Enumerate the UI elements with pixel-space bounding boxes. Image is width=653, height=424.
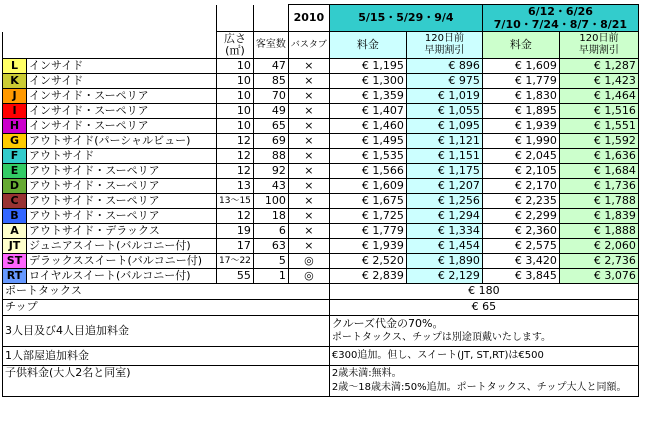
price-a: € 1,359 — [329, 88, 406, 103]
cabin-bathtub: × — [288, 163, 329, 178]
cabin-name: アウトサイド・スーペリア — [27, 193, 217, 208]
period-a-header: 5/15・5/29・9/4 — [329, 5, 482, 32]
cabin-name: インサイド・スーペリア — [27, 103, 217, 118]
cabin-bathtub: × — [288, 118, 329, 133]
cabin-bathtub: × — [288, 88, 329, 103]
price-a: € 1,495 — [329, 133, 406, 148]
fare-row — [3, 73, 639, 88]
early-b-header: 120日前 早期割引 — [559, 32, 638, 59]
cabin-bathtub: × — [288, 148, 329, 163]
price-b: € 2,575 — [482, 238, 559, 253]
third-fourth-value: クルーズ代金の70%。 ポートタックス、チップは別途頂戴いたします。 — [329, 315, 638, 346]
cabin-area: 12 — [217, 148, 254, 163]
price-b: € 1,830 — [482, 88, 559, 103]
cabin-code: A — [3, 223, 27, 238]
price-b: € 1,990 — [482, 133, 559, 148]
cabin-area: 17～22 — [217, 253, 254, 268]
child-label: 子供料金(大人2名と同室) — [3, 365, 330, 396]
early-price-b: € 1,888 — [559, 223, 638, 238]
price-b: € 3,845 — [482, 268, 559, 283]
cabin-rooms: 47 — [253, 58, 288, 73]
price-b: € 2,105 — [482, 163, 559, 178]
fare-row — [3, 178, 639, 193]
cabin-bathtub: × — [288, 178, 329, 193]
early-price-b: € 1,592 — [559, 133, 638, 148]
tip-row — [3, 299, 639, 315]
port-tax-label: ポートタックス — [3, 283, 330, 299]
cabin-code: L — [3, 58, 27, 73]
cabin-area: 12 — [217, 133, 254, 148]
cabin-area: 10 — [217, 58, 254, 73]
price-b: € 2,170 — [482, 178, 559, 193]
cabin-rooms: 18 — [253, 208, 288, 223]
cabin-bathtub: × — [288, 133, 329, 148]
cabin-bathtub: × — [288, 73, 329, 88]
third-fourth-row — [3, 315, 639, 346]
price-a: € 1,566 — [329, 163, 406, 178]
cabin-name: アウトサイド(パーシャルビュー) — [27, 133, 217, 148]
early-price-a: € 1,175 — [406, 163, 482, 178]
tip-label: チップ — [3, 299, 330, 315]
cabin-bathtub: × — [288, 193, 329, 208]
cabin-bathtub: ◎ — [288, 268, 329, 283]
early-price-b: € 1,736 — [559, 178, 638, 193]
port-tax-row — [3, 283, 639, 299]
cabin-code: F — [3, 148, 27, 163]
fare-row — [3, 148, 639, 163]
price-a: € 1,535 — [329, 148, 406, 163]
early-price-a: € 1,121 — [406, 133, 482, 148]
fare-row — [3, 163, 639, 178]
price-b: € 1,609 — [482, 58, 559, 73]
early-price-a: € 1,294 — [406, 208, 482, 223]
early-price-a: € 1,334 — [406, 223, 482, 238]
cabin-area: 10 — [217, 103, 254, 118]
price-a: € 1,725 — [329, 208, 406, 223]
cabin-rooms: 6 — [253, 223, 288, 238]
cabin-area: 55 — [217, 268, 254, 283]
cabin-bathtub: × — [288, 223, 329, 238]
single-label: 1人部屋追加料金 — [3, 346, 330, 365]
early-price-a: € 2,129 — [406, 268, 482, 283]
fare-row — [3, 58, 639, 73]
early-price-a: € 1,890 — [406, 253, 482, 268]
fare-row — [3, 103, 639, 118]
price-a-header: 料金 — [329, 32, 406, 59]
child-row — [3, 365, 639, 396]
port-tax-value: € 180 — [329, 283, 638, 299]
tip-value: € 65 — [329, 299, 638, 315]
fare-row — [3, 223, 639, 238]
cabin-name: アウトサイド — [27, 148, 217, 163]
period-b-header — [482, 5, 638, 32]
early-price-a: € 1,019 — [406, 88, 482, 103]
early-price-b: € 1,636 — [559, 148, 638, 163]
early-price-b: € 1,839 — [559, 208, 638, 223]
cabin-name: インサイド — [27, 58, 217, 73]
fare-row — [3, 133, 639, 148]
cabin-name: アウトサイド・スーペリア — [27, 208, 217, 223]
price-a: € 1,675 — [329, 193, 406, 208]
cabin-code: J — [3, 88, 27, 103]
fare-row — [3, 88, 639, 103]
cabin-rooms: 88 — [253, 148, 288, 163]
early-price-a: € 896 — [406, 58, 482, 73]
price-a: € 1,195 — [329, 58, 406, 73]
cabin-rooms: 65 — [253, 118, 288, 133]
early-price-a: € 1,095 — [406, 118, 482, 133]
fare-row — [3, 208, 639, 223]
cabin-area: 10 — [217, 88, 254, 103]
price-b: € 1,895 — [482, 103, 559, 118]
cabin-rooms: 100 — [253, 193, 288, 208]
cabin-rooms: 85 — [253, 73, 288, 88]
early-price-a: € 1,454 — [406, 238, 482, 253]
price-a: € 2,839 — [329, 268, 406, 283]
cabin-area: 19 — [217, 223, 254, 238]
price-b: € 2,360 — [482, 223, 559, 238]
cabin-bathtub: ◎ — [288, 253, 329, 268]
cabin-code: B — [3, 208, 27, 223]
early-price-a: € 1,256 — [406, 193, 482, 208]
price-a: € 1,407 — [329, 103, 406, 118]
fare-row — [3, 118, 639, 133]
cabin-code: ST — [3, 253, 27, 268]
fare-table — [2, 4, 639, 397]
price-b: € 1,779 — [482, 73, 559, 88]
cabin-name: ジュニアスイート(バルコニー付) — [27, 238, 217, 253]
fare-rows — [3, 58, 639, 283]
cabin-rooms: 1 — [253, 268, 288, 283]
cabin-name: アウトサイド・スーペリア — [27, 178, 217, 193]
period-b-line1: 6/12・6/26 — [527, 5, 593, 18]
cabin-code: RT — [3, 268, 27, 283]
cabin-name: インサイド・スーペリア — [27, 88, 217, 103]
price-a: € 1,300 — [329, 73, 406, 88]
cabin-code: H — [3, 118, 27, 133]
fare-row — [3, 268, 639, 283]
header-row-2 — [3, 32, 639, 59]
price-a: € 1,779 — [329, 223, 406, 238]
single-value: €300追加。但し、スイート(JT, ST,RT)は€500 — [329, 346, 638, 365]
cabin-area: 13～15 — [217, 193, 254, 208]
early-price-b: € 1,287 — [559, 58, 638, 73]
price-a: € 1,460 — [329, 118, 406, 133]
cabin-rooms: 5 — [253, 253, 288, 268]
cabin-name: インサイド・スーペリア — [27, 118, 217, 133]
header-row-1 — [3, 5, 639, 32]
child-value: 2歳未満:無料。 2歳～18歳未満:50%追加。ポートタックス、チップ大人と同額。 — [329, 365, 638, 396]
early-a-header: 120日前 早期割引 — [406, 32, 482, 59]
early-price-a: € 1,055 — [406, 103, 482, 118]
cabin-rooms: 43 — [253, 178, 288, 193]
cabin-name: ロイヤルスイート(バルコニー付) — [27, 268, 217, 283]
cabin-area: 13 — [217, 178, 254, 193]
bathtub-header: バスタブ — [288, 32, 329, 59]
fare-row — [3, 253, 639, 268]
price-a: € 2,520 — [329, 253, 406, 268]
early-price-b: € 1,423 — [559, 73, 638, 88]
early-price-a: € 975 — [406, 73, 482, 88]
cabin-rooms: 49 — [253, 103, 288, 118]
cabin-code: I — [3, 103, 27, 118]
cabin-rooms: 69 — [253, 133, 288, 148]
price-b: € 1,939 — [482, 118, 559, 133]
cabin-rooms: 70 — [253, 88, 288, 103]
price-b: € 3,420 — [482, 253, 559, 268]
early-price-b: € 3,076 — [559, 268, 638, 283]
price-b-header: 料金 — [482, 32, 559, 59]
cabin-area: 12 — [217, 163, 254, 178]
year-label: 2010 — [288, 5, 329, 32]
fare-row — [3, 193, 639, 208]
cabin-code: C — [3, 193, 27, 208]
third-fourth-label: 3人目及び4人目追加料金 — [3, 315, 330, 346]
cabin-name: アウトサイド・デラックス — [27, 223, 217, 238]
cabin-name: アウトサイド・スーペリア — [27, 163, 217, 178]
single-row — [3, 346, 639, 365]
early-price-a: € 1,207 — [406, 178, 482, 193]
cabin-rooms: 92 — [253, 163, 288, 178]
price-a: € 1,609 — [329, 178, 406, 193]
cabin-bathtub: × — [288, 238, 329, 253]
cabin-name: デラックススイート(バルコニー付) — [27, 253, 217, 268]
rooms-header: 客室数 — [253, 32, 288, 59]
cabin-rooms: 63 — [253, 238, 288, 253]
cabin-area: 10 — [217, 118, 254, 133]
cabin-code: D — [3, 178, 27, 193]
price-b: € 2,045 — [482, 148, 559, 163]
cabin-name: インサイド — [27, 73, 217, 88]
cabin-bathtub: × — [288, 103, 329, 118]
cabin-code: JT — [3, 238, 27, 253]
period-b-line2: 7/10・7/24・8/7・8/21 — [493, 18, 628, 31]
cabin-area: 12 — [217, 208, 254, 223]
cabin-bathtub: × — [288, 58, 329, 73]
price-b: € 2,299 — [482, 208, 559, 223]
cabin-bathtub: × — [288, 208, 329, 223]
cabin-area: 10 — [217, 73, 254, 88]
early-price-b: € 2,060 — [559, 238, 638, 253]
early-price-b: € 1,516 — [559, 103, 638, 118]
early-price-b: € 1,464 — [559, 88, 638, 103]
early-price-b: € 2,736 — [559, 253, 638, 268]
area-header: 広さ (㎡) — [217, 32, 254, 59]
early-price-b: € 1,788 — [559, 193, 638, 208]
cabin-code: K — [3, 73, 27, 88]
cabin-code: E — [3, 163, 27, 178]
early-price-a: € 1,151 — [406, 148, 482, 163]
cabin-code: G — [3, 133, 27, 148]
price-a: € 1,939 — [329, 238, 406, 253]
early-price-b: € 1,551 — [559, 118, 638, 133]
price-b: € 2,235 — [482, 193, 559, 208]
cabin-area: 17 — [217, 238, 254, 253]
fare-row — [3, 238, 639, 253]
early-price-b: € 1,684 — [559, 163, 638, 178]
